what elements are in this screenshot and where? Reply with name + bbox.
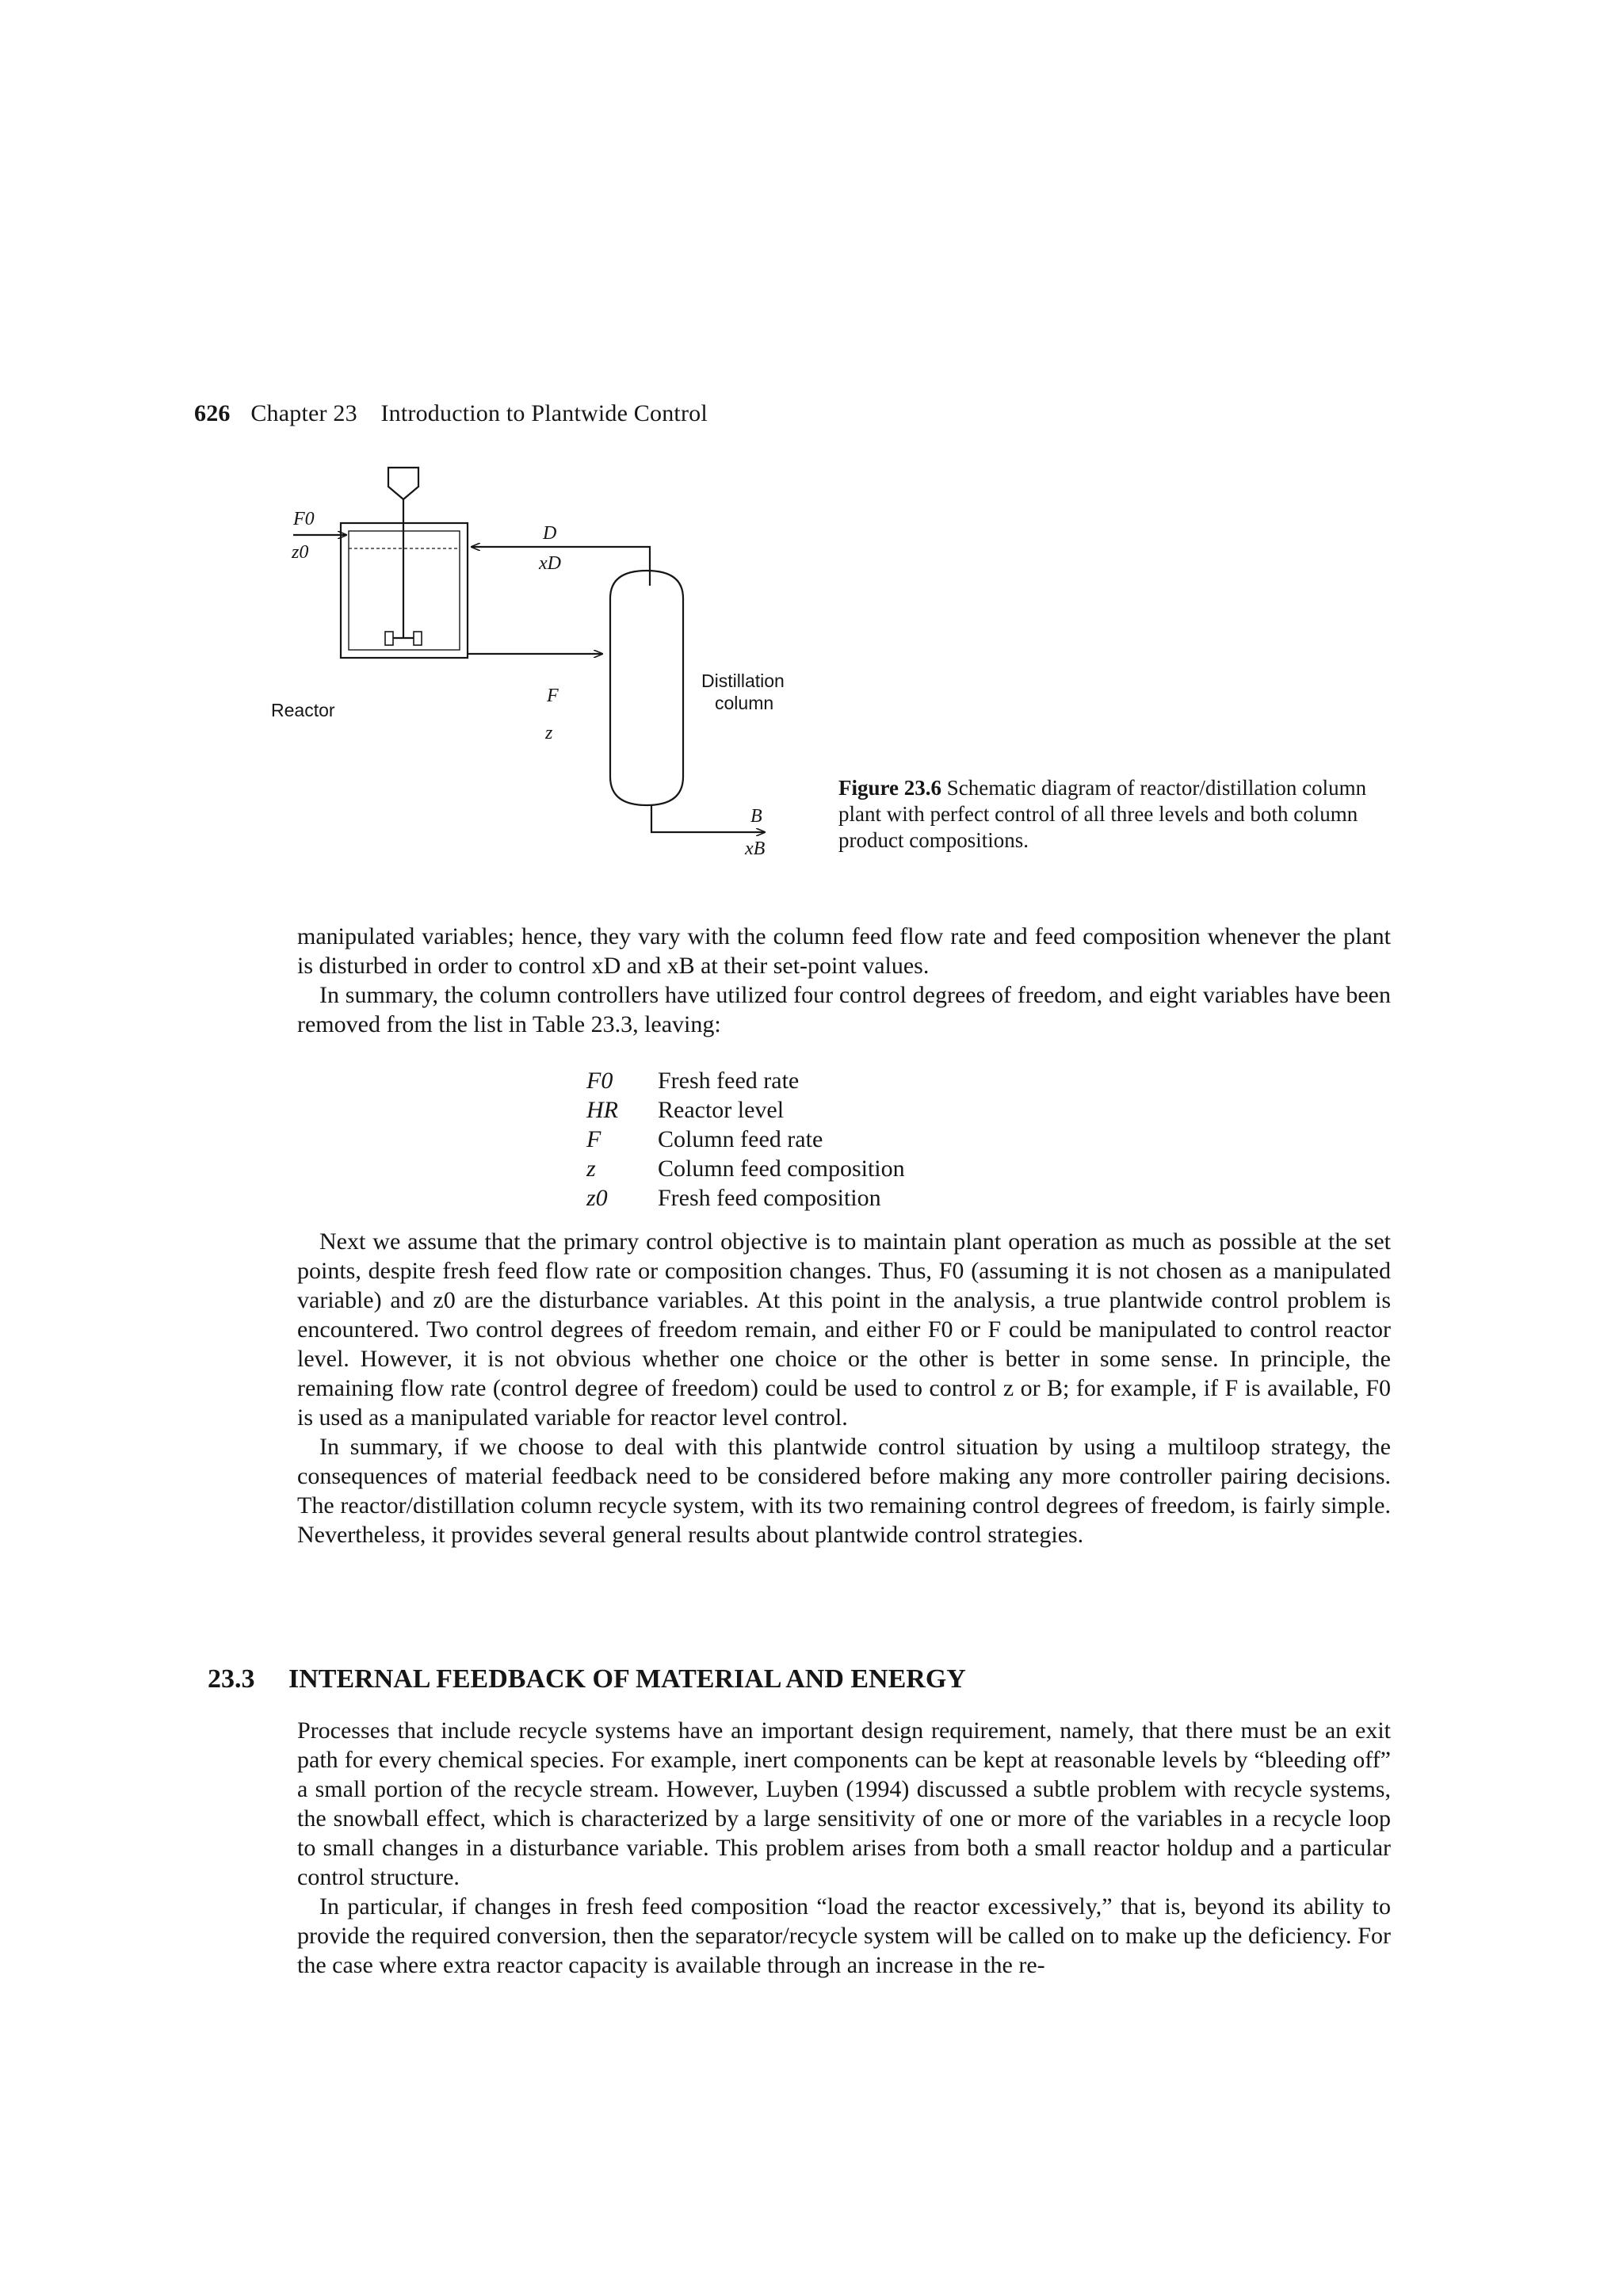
variable-description: Fresh feed composition xyxy=(658,1185,881,1211)
caption-text: Schematic diagram of reactor/distillation column plant with perfect control of all three levels and both column product compositions. xyxy=(838,776,1367,852)
page-number: 626 xyxy=(194,400,231,426)
body-text-block-3 xyxy=(297,1716,1391,1980)
variable-symbol: HR xyxy=(586,1097,618,1123)
figure-caption xyxy=(838,775,1393,854)
list-item xyxy=(586,1125,905,1154)
reactor-column-schematic xyxy=(262,460,816,872)
chapter-label: Chapter 23 xyxy=(250,400,357,426)
body-text-block-2 xyxy=(297,1227,1391,1549)
paragraph-6: In particular, if changes in fresh feed composition “load the reactor excessively,” that is, beyond its ability to provide the required conversion, then the separator/recycle system will be called on to make up the deficiency. For the case where extra reactor capacity is available through an increase in the re- xyxy=(297,1893,1391,1978)
chapter-title: Introduction to Plantwide Control xyxy=(380,400,708,426)
remaining-variables-list xyxy=(586,1066,905,1213)
impeller-blade-left xyxy=(385,632,393,645)
variable-symbol: z xyxy=(586,1156,596,1182)
label-z0: z0 xyxy=(292,542,309,563)
list-item xyxy=(586,1066,905,1095)
label-D: D xyxy=(543,523,557,544)
impeller-blade-right xyxy=(414,632,422,645)
section-number: 23.3 xyxy=(208,1664,255,1694)
paragraph-1: manipulated variables; hence, they vary with the column feed flow rate and feed composition whenever the plant is disturbed in order to control xD and xB at their set-point values. xyxy=(297,923,1391,979)
distillation-column xyxy=(610,571,683,805)
label-reactor: Reactor xyxy=(271,700,335,720)
list-item xyxy=(586,1183,905,1213)
paragraph-4: In summary, if we choose to deal with this plantwide control situation by using a multiloop strategy, the consequences of material feedback need to be considered before making any more controller pairing decisions. The reactor/distillation column recycle system, with its two remaining control degrees of freedom, is fairly simple. Nevertheless, it provides several general results about plantwide control strategies. xyxy=(297,1434,1391,1548)
label-distillation: Distillation xyxy=(701,670,785,691)
section-title: INTERNAL FEEDBACK OF MATERIAL AND ENERGY xyxy=(288,1664,966,1694)
paragraph-3: Next we assume that the primary control objective is to maintain plant operation as much as possible at the set points, despite fresh feed flow rate or composition changes. Thus, F0 (assuming it is not chosen as a manipulated variable) and z0 are the disturbance variables. At this point in the analysis, a true plantwide control problem is encountered. Two control degrees of freedom remain, and either F0 or F could be manipulated to control reactor level. However, it is not obvious whether one choice or the other is better in some sense. In principle, the remaining flow rate (control degree of freedom) could be used to control z or B; for example, if F is available, F0 is used as a manipulated variable for reactor level control. xyxy=(297,1228,1391,1431)
agitator-motor xyxy=(388,468,418,499)
variable-description: Fresh feed rate xyxy=(658,1068,800,1094)
label-xB: xB xyxy=(745,839,766,859)
label-F0: F0 xyxy=(293,509,315,529)
label-B: B xyxy=(750,806,762,827)
variable-description: Reactor level xyxy=(658,1097,785,1123)
body-text-block-1 xyxy=(297,922,1391,1039)
label-z: z xyxy=(545,723,553,743)
label-xD: xD xyxy=(539,553,561,574)
variable-symbol: F xyxy=(586,1126,601,1152)
running-header xyxy=(194,400,708,427)
variable-description: Column feed composition xyxy=(658,1156,905,1182)
paragraph-5: Processes that include recycle systems have an important design requirement, namely, that there must be an exit path for every chemical species. For example, inert components can be kept at reasonable levels by “bleeding off” a small portion of the recycle stream. However, Luyben (1994) discussed a subtle problem with recycle systems, the snowball effect, which is characterized by a large sensitivity of one or more of the variables in a recycle loop to small changes in a disturbance variable. This problem arises from both a small reactor holdup and a particular control structure. xyxy=(297,1717,1391,1890)
label-F: F xyxy=(547,686,559,706)
caption-label: Figure 23.6 xyxy=(838,776,941,800)
variable-symbol: z0 xyxy=(586,1185,608,1211)
variable-symbol: F0 xyxy=(586,1068,613,1094)
list-item xyxy=(586,1095,905,1125)
section-heading xyxy=(208,1664,966,1694)
bottoms-stream xyxy=(651,805,765,832)
variable-description: Column feed rate xyxy=(658,1126,823,1152)
list-item xyxy=(586,1154,905,1183)
paragraph-2: In summary, the column controllers have utilized four control degrees of freedom, and eight variables have been removed from the list in Table 23.3, leaving: xyxy=(297,982,1391,1037)
label-column: column xyxy=(715,693,774,713)
